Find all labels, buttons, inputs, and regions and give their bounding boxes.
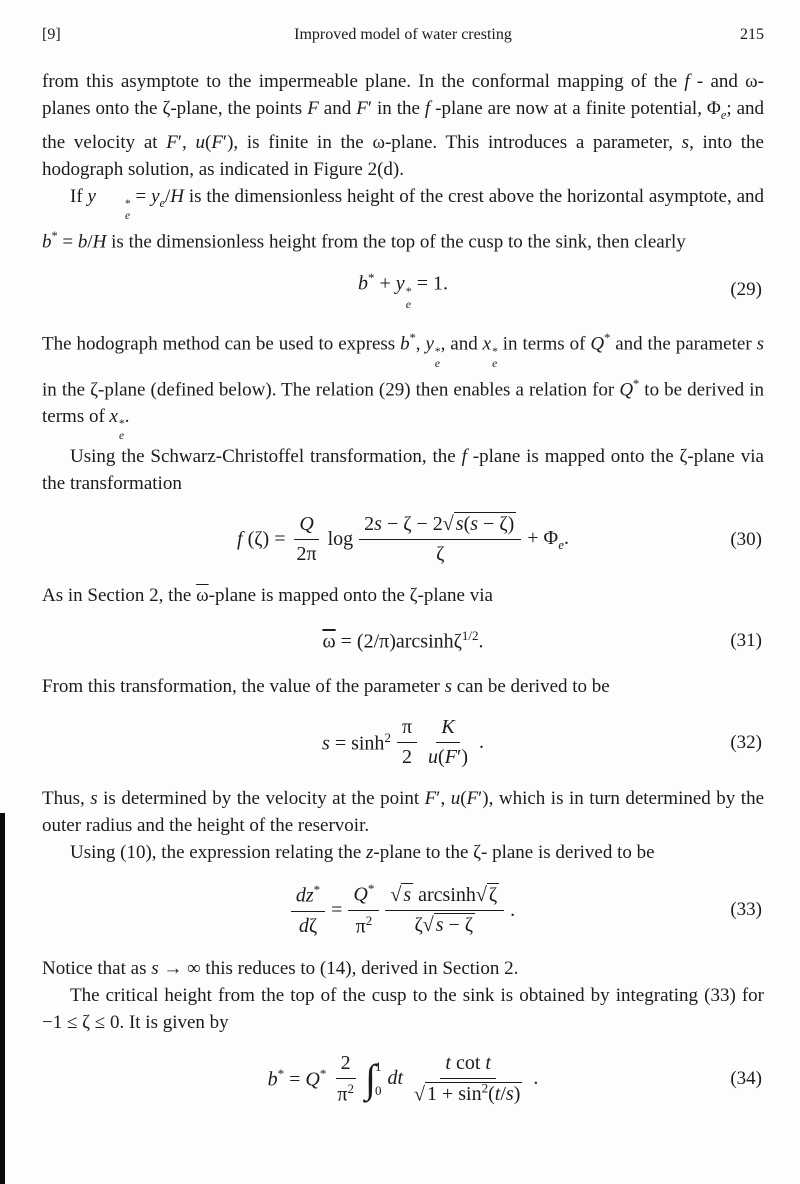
equation-29 (42, 270, 764, 310)
fraction-numerator: 2 (336, 1051, 356, 1079)
equation-31 (42, 624, 764, 658)
equation-30 (42, 512, 764, 567)
equation-31-body: $\overline{\omega} = (2/\pi)\arcsin h\zeta^{1/2}$. (322, 628, 484, 654)
fraction-numerator: t cot t (440, 1051, 496, 1079)
equation-33-tail: . (510, 898, 516, 921)
equation-32 (42, 715, 764, 770)
paragraph-6: From this transformation, the value of the parameter s can be derived to be (42, 676, 610, 698)
scan-artifact-bar (0, 813, 5, 1184)
equation-33-equals: = (331, 898, 343, 921)
equation-30-number: (30) (730, 528, 762, 550)
equation-33-number: (33) (730, 899, 762, 921)
fraction-denominator: dζ (298, 914, 318, 937)
equation-33-fraction-2 (348, 881, 379, 939)
paragraph-7: Thus, s is determined by the velocity at the point F′, u(F′), which is in turn determined by the outer radius and the height of the reservoir. (42, 788, 764, 837)
equation-30-fraction-1 (291, 512, 321, 567)
paragraph-4: Using the Schwarz-Christoffel transformation, the f -plane is mapped onto the ζ-plane via the transformation (42, 446, 764, 495)
fraction-numerator: K (436, 715, 459, 743)
running-head (42, 26, 764, 44)
fraction-numerator: √ s arcsinh√ ζ (385, 883, 504, 911)
fraction-numerator: π (397, 715, 417, 743)
integral-upper-limit: 1 (374, 1058, 382, 1074)
fraction-denominator: $\pi^2$ (337, 1080, 354, 1106)
fraction-numerator: 2s − ζ − 2√ s(s − ζ) (359, 512, 521, 540)
equation-32-number: (32) (730, 731, 762, 753)
fraction-numerator: Q* (348, 881, 379, 911)
equation-33-fraction-1 (291, 882, 325, 939)
fraction-denominator: $\pi^2$ (355, 912, 373, 938)
running-head-section: [9] (42, 26, 61, 43)
equation-34-fraction-2 (409, 1051, 527, 1108)
integral-glyph: ∫ (364, 1055, 376, 1101)
equation-30-fraction-2 (359, 512, 521, 567)
equation-29-number: (29) (730, 279, 762, 301)
equation-34-number: (34) (730, 1067, 762, 1089)
fraction-numerator: dz* (291, 882, 325, 912)
paragraph-9: Notice that as s → ∞ this reduces to (14), derived in Section 2. (42, 957, 519, 979)
equation-30-lhs: f (ζ) = (237, 528, 286, 551)
equation-29-body: b* + y * e = 1. (358, 270, 448, 311)
paragraph-5: As in Section 2, the $\overline{\omega}$-plane is mapped onto the ζ-plane via (42, 585, 493, 607)
paragraph-2: If y * e = $y_e/H$ is the dimensionless height of the crest above the horizontal asymptote, and b* = b/H is the dimensionless height from the top of the cusp to the sink, then clearly (42, 185, 765, 253)
fraction-denominator: 2π (296, 543, 317, 566)
fraction-denominator: u(F′) (428, 746, 468, 769)
fraction-denominator: ζ (436, 543, 445, 566)
running-head-title: Improved model of water cresting (294, 26, 512, 43)
equation-31-number: (31) (730, 630, 762, 652)
integral-sign (365, 1057, 381, 1101)
equation-34-lhs: b* = Q* (267, 1066, 327, 1091)
paragraph-8: Using (10), the expression relating the z-plane to the ζ- plane is derived to be (70, 842, 655, 864)
fraction-numerator: Q (294, 512, 318, 540)
equation-32-lhs: $s = \sinh^2$ (322, 729, 391, 755)
equation-33-fraction-3 (385, 883, 504, 938)
equation-34-fraction-1 (332, 1051, 359, 1108)
equation-30-tail: + $\Phi_e$. (527, 526, 569, 552)
running-head-page-number: 215 (740, 26, 764, 43)
equation-33 (42, 881, 764, 939)
equation-34-dt: dt (387, 1067, 403, 1090)
paragraph-10: The critical height from the top of the cusp to the sink is obtained by integrating (33) for −1 ≤ ζ ≤ 0. It is given by (42, 984, 764, 1033)
integral-lower-limit: 0 (374, 1082, 382, 1098)
equation-32-tail: . (478, 731, 484, 754)
fraction-denominator: √ $1 + \sin^2(t/s)$ (414, 1080, 521, 1106)
equation-34-tail: . (533, 1067, 539, 1090)
paragraph-1: from this asymptote to the impermeable plane. In the conformal mapping of the f - and ω-planes onto the ζ-plane, the points F and F′ in the f -plane are now at a finite potential, $\Phi_e$; and the velocity at F′, u(F′), is finite in the ω-plane. This introduces a parameter, s, into the hodograph solution, as indicated in Figure 2(d). (42, 71, 765, 180)
equation-32-fraction-2 (423, 715, 473, 770)
fraction-denominator: 2 (401, 746, 412, 769)
paragraph-3: The hodograph method can be used to express b*, y * e , and x * e in terms of Q* and the parameter s in the ζ-plane (defined below). The relation (29) then enables a relation for Q* to be derived in terms of x * e . (42, 331, 764, 443)
equation-32-fraction-1 (397, 715, 417, 770)
fraction-denominator: ζ√ s − ζ (414, 913, 474, 936)
equation-30-operator: log (327, 528, 354, 551)
equation-34 (42, 1051, 764, 1108)
